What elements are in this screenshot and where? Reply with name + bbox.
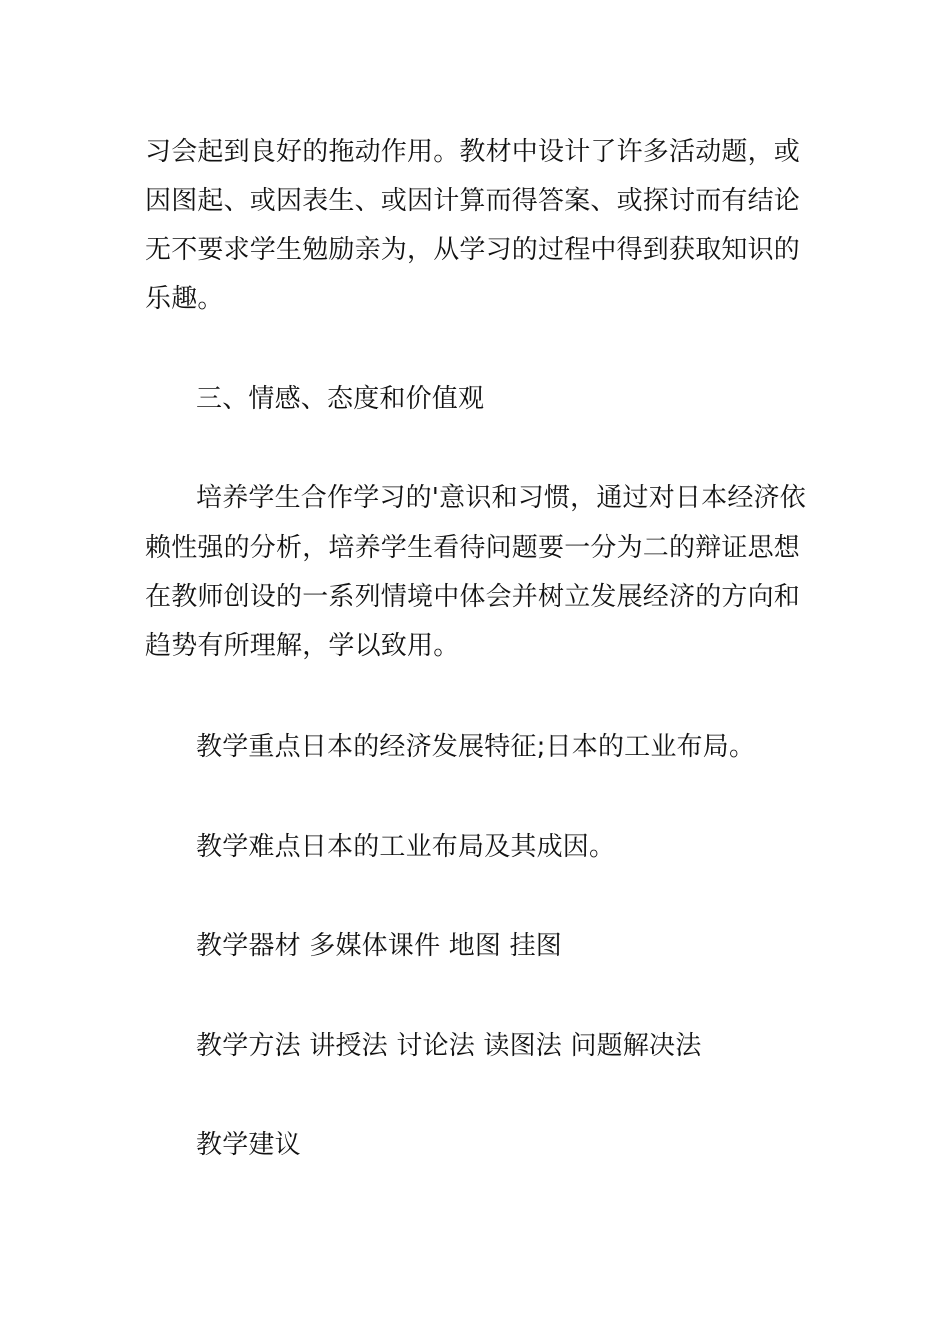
paragraph-line: 乐趣。	[145, 284, 224, 314]
paragraph-line: 培养学生合作学习的'意识和习惯，通过对日本经济依	[196, 483, 806, 513]
section-heading: 三、情感、态度和价值观	[196, 384, 485, 414]
paragraph-line: 赖性强的分析，培养学生看待问题要一分为二的辩证思想	[145, 533, 801, 563]
paragraph-line: 在教师创设的一系列情境中体会并树立发展经济的方向和	[145, 582, 801, 612]
paragraph-line: 习会起到良好的拖动作用。教材中设计了许多活动题，或	[145, 137, 801, 167]
difficulties-line: 教学难点日本的工业布局及其成因。	[196, 832, 616, 862]
paragraph-line: 趋势有所理解，学以致用。	[145, 631, 460, 661]
methods-line: 教学方法 讲授法 讨论法 读图法 问题解决法	[196, 1031, 702, 1061]
key-points-line: 教学重点日本的经济发展特征;日本的工业布局。	[196, 732, 756, 762]
paragraph-line: 无不要求学生勉励亲为，从学习的过程中得到获取知识的	[145, 235, 801, 265]
suggestions-line: 教学建议	[196, 1130, 301, 1160]
paragraph-line: 因图起、或因表生、或因计算而得答案、或探讨而有结论	[145, 186, 801, 216]
equipment-line: 教学器材 多媒体课件 地图 挂图	[196, 931, 562, 961]
